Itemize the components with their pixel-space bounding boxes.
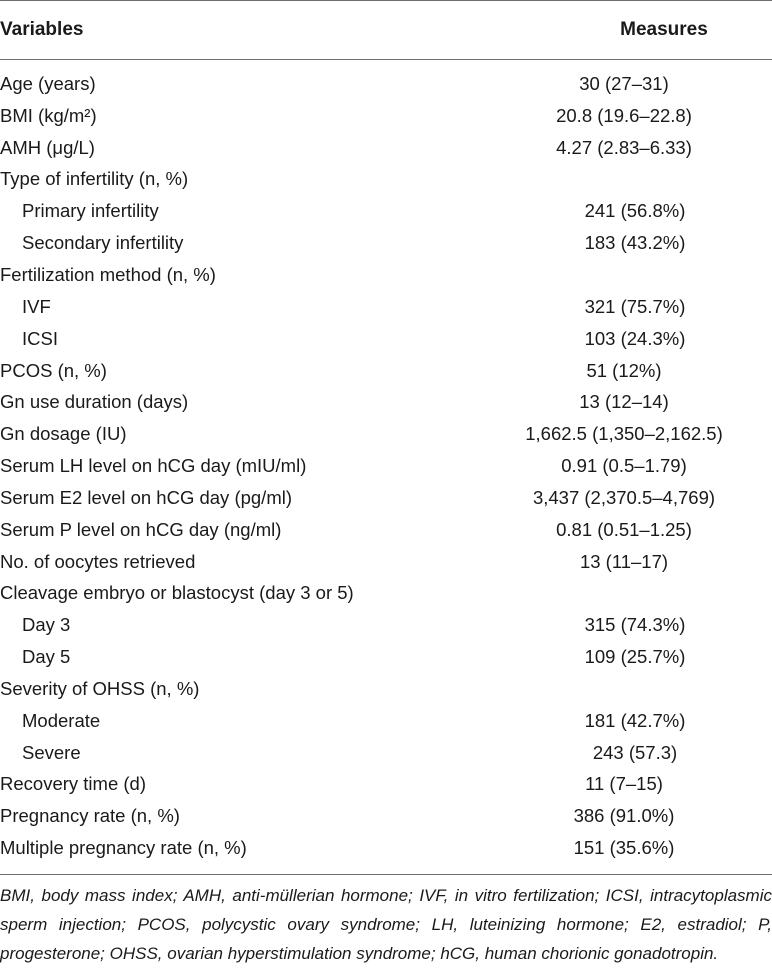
row-value: 103 (24.3%) [584,327,686,349]
table-row [0,450,772,482]
row-value: 51 (12%) [586,359,662,381]
header-variables: Variables [0,19,84,40]
row-label: Age (years) [0,72,96,94]
row-value: 20.8 (19.6–22.8) [556,104,692,126]
header-rule [0,59,772,60]
row-label: Type of infertility (n, %) [0,168,189,190]
row-value: 151 (35.6%) [573,837,675,859]
row-label: Severe [22,741,81,763]
table-row [0,578,772,610]
table-row [0,546,772,578]
row-label: Gn use duration (days) [0,391,189,413]
row-label: BMI (kg/m²) [0,104,97,126]
table-row [0,769,772,801]
row-value: 315 (74.3%) [584,614,686,636]
table-row [0,386,772,418]
row-label: Multiple pregnancy rate (n, %) [0,837,247,859]
row-label: Primary infertility [22,200,159,222]
row-label: Severity of OHSS (n, %) [0,677,200,699]
table-header [0,1,772,59]
row-label: Moderate [22,709,101,731]
row-label: Secondary infertility [22,232,184,254]
table-footnote: BMI, body mass index; AMH, anti-müllerian hormone; IVF, in vitro fertilization; ICSI, intracytoplasmic sperm injection; PCOS, polycystic ovary syndrome; LH, luteinizing hormone; E2, estradiol; P, progesterone; OHSS, ovarian hyperstimulation syndrome; hCG, human chorionic gonadotropin. [0,886,772,964]
row-value: 30 (27–31) [579,72,669,94]
row-value: 386 (91.0%) [573,805,675,827]
table-row [0,100,772,132]
row-value: 241 (56.8%) [584,200,686,222]
row-label: Gn dosage (IU) [0,423,127,445]
row-label: IVF [22,295,51,317]
table-row [0,291,772,323]
row-value: 321 (75.7%) [584,295,686,317]
table-row [0,227,772,259]
row-label: Serum E2 level on hCG day (pg/ml) [0,486,293,508]
row-value: 181 (42.7%) [584,709,686,731]
row-value: 11 (7–15) [585,773,663,795]
row-value: 3,437 (2,370.5–4,769) [532,486,716,508]
row-label: Serum LH level on hCG day (mIU/ml) [0,455,307,477]
table-row [0,609,772,641]
table-row [0,482,772,514]
row-label: ICSI [22,327,58,349]
row-label: Serum P level on hCG day (ng/ml) [0,518,282,540]
table-row [0,195,772,227]
table-row [0,418,772,450]
row-label: Cleavage embryo or blastocyst (day 3 or 5) [0,582,354,604]
row-label: Fertilization method (n, %) [0,263,216,285]
row-value: 13 (11–17) [579,550,669,572]
table-row [0,355,772,387]
row-value: 0.91 (0.5–1.79) [561,455,687,477]
table-row [0,323,772,355]
table-row [0,132,772,164]
table-row [0,68,772,100]
table-row [0,705,772,737]
row-label: Day 3 [22,614,71,636]
row-label: Pregnancy rate (n, %) [0,805,180,827]
table-row [0,832,772,864]
row-value: 243 (57.3) [592,741,678,763]
row-value: 1,662.5 (1,350–2,162.5) [525,423,723,445]
row-label: Recovery time (d) [0,773,146,795]
table-row [0,737,772,769]
table-row [0,641,772,673]
row-label: Day 5 [22,646,71,668]
table-row [0,259,772,291]
table-row [0,164,772,196]
row-label: AMH (μg/L) [0,136,95,158]
table-row [0,514,772,546]
row-value: 0.81 (0.51–1.25) [556,518,692,540]
row-value: 183 (43.2%) [584,232,686,254]
header-measures: Measures [620,19,708,40]
table-row [0,673,772,705]
row-value: 13 (12–14) [579,391,669,413]
table-row [0,800,772,832]
row-value: 109 (25.7%) [584,646,686,668]
row-label: PCOS (n, %) [0,359,107,381]
row-label: No. of oocytes retrieved [0,550,196,572]
row-value: 4.27 (2.83–6.33) [556,136,692,158]
